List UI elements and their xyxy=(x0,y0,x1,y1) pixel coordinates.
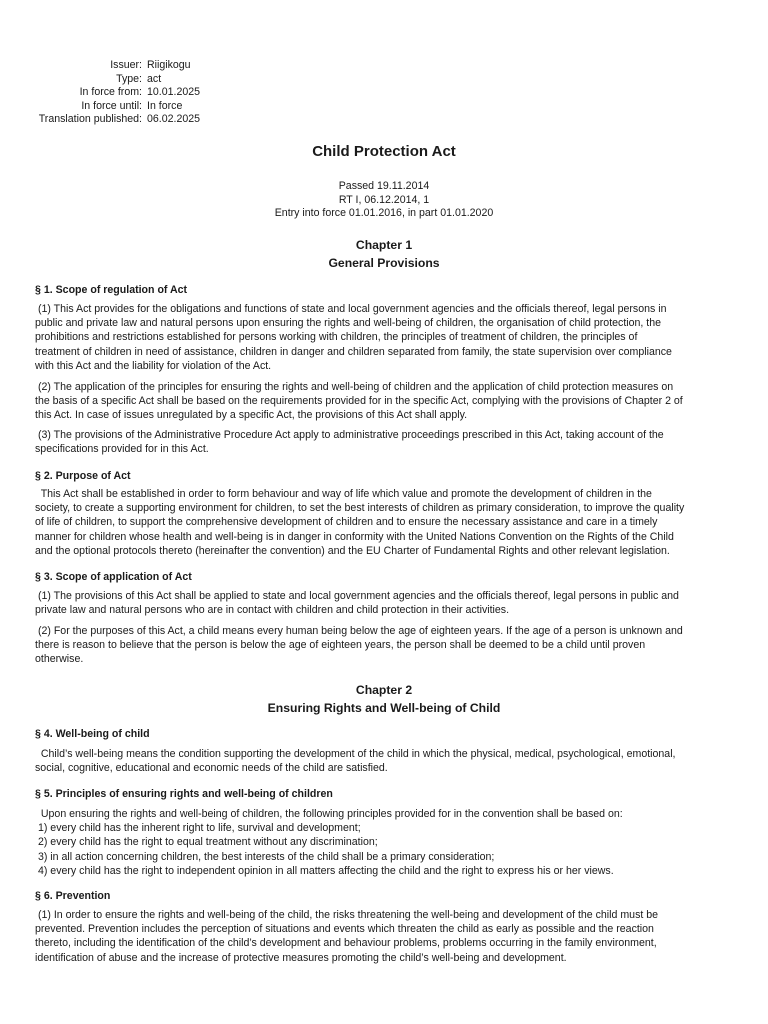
section-heading: § 2. Purpose of Act xyxy=(35,470,131,482)
meta-label: Type: xyxy=(116,72,142,85)
chapter-name: General Provisions xyxy=(328,256,440,270)
meta-label: In force from: xyxy=(79,86,142,99)
section-paragraph xyxy=(35,302,732,373)
passed-date: Passed 19.11.2014 xyxy=(338,180,430,192)
text-line: of life of children, to support the comprehensive development of children and to ensure the necessary assistance and care in a timely xyxy=(35,516,658,529)
meta-value: 10.01.2025 xyxy=(147,86,201,99)
text-line: society, to create a supporting environment for children, to set the best interests of children as primary consideration, to improve the quality xyxy=(35,502,685,515)
text-line: private law and natural persons who are in contact with children and child protection in their activities. xyxy=(35,604,510,617)
section-paragraph xyxy=(35,624,732,667)
meta-label: Translation published: xyxy=(38,113,142,126)
section-heading: § 4. Well-being of child xyxy=(35,728,150,740)
meta-label: Issuer: xyxy=(110,59,142,71)
meta-value: Riigikogu xyxy=(147,59,191,71)
section-heading: § 3. Scope of application of Act xyxy=(35,571,192,583)
text-line: Child’s well-being means the condition supporting the development of the child in which the physical, medical, psychological, emotional, xyxy=(35,748,676,760)
section-paragraph xyxy=(35,908,732,965)
text-line: This Act shall be established in order to form behaviour and way of life which value and promote the development of children in the xyxy=(35,488,652,500)
text-line: (1) The provisions of this Act shall be applied to state and local government agencies and the officials thereof, legal persons in public and xyxy=(35,590,679,602)
text-line: 3) in all action concerning children, the best interests of the child shall be a primary consideration; xyxy=(35,850,495,863)
text-line: (1) In order to ensure the rights and well-being of the child, the risks threatening the well-being and development of the child must be xyxy=(35,909,659,921)
text-line: 1) every child has the inherent right to life, survival and development; xyxy=(35,822,361,835)
meta-row-in-force-from xyxy=(0,86,200,100)
text-line: prevented. Prevention includes the perception of situations and events which threaten the child as early as possible and the reaction xyxy=(35,923,654,936)
text-line: treatment of children in need of assistance, children in danger and children separated from family, the state supervision over compliance xyxy=(35,345,672,358)
meta-row-type xyxy=(0,73,200,87)
text-line: (2) For the purposes of this Act, a child means every human being below the age of eighteen years. If the age of a person is unknown and xyxy=(35,625,683,637)
text-line: identification of abuse and the increase of protective measures promoting the child’s well-being and development. xyxy=(35,951,567,964)
text-line: 4) every child has the right to independent opinion in all matters affecting the child and the right to express his or her views. xyxy=(35,864,614,877)
text-line: otherwise. xyxy=(35,653,84,666)
text-line: there is reason to believe that the person is below the age of eighteen years, the person shall be deemed to be a child until proven xyxy=(35,639,646,652)
text-line: 2) every child has the right to equal treatment without any discrimination; xyxy=(35,836,378,849)
entry-into-force: Entry into force 01.01.2016, in part 01.01.2020 xyxy=(274,207,494,220)
document-title: Child Protection Act xyxy=(312,143,456,160)
meta-row-in-force-until xyxy=(0,100,200,114)
meta-row-translation-published xyxy=(0,113,200,127)
section-paragraph xyxy=(35,380,732,423)
text-line: and the optional protocols thereto (hereinafter the convention) and the EU Charter of Fundamental Rights and other relevant legislation. xyxy=(35,544,670,557)
meta-label: In force until: xyxy=(81,99,142,112)
section-paragraph xyxy=(35,589,732,617)
text-line: public and private law and natural persons upon ensuring the rights and well-being of children, the organisation of child protection, the xyxy=(35,317,662,330)
meta-value: In force xyxy=(147,99,183,112)
section-heading: § 5. Principles of ensuring rights and well-being of children xyxy=(35,788,333,800)
text-line: (1) This Act provides for the obligations and functions of state and local government agencies and the officials thereof, legal persons in xyxy=(35,303,667,315)
chapter-name: Ensuring Rights and Well-being of Child xyxy=(267,701,501,715)
metadata-block xyxy=(0,59,200,127)
chapter-2-heading xyxy=(0,681,768,717)
text-line: (3) The provisions of the Administrative Procedure Act apply to administrative proceedings prescribed in this Act, taking account of the xyxy=(35,429,664,441)
text-line: Upon ensuring the rights and well-being of children, the following principles provided for in the convention shall be based on: xyxy=(35,808,623,820)
text-line: with this Act and the liability for violation of the Act. xyxy=(35,359,272,372)
text-line: this Act. In case of issues unregulated by a specific Act, the provisions of this Act shall apply. xyxy=(35,409,468,422)
publication-reference: RT I, 06.12.2014, 1 xyxy=(338,193,430,206)
section-heading: § 6. Prevention xyxy=(35,890,111,902)
text-line: thereto, including the identification of the child’s development and behaviour problems, problems occurring in the family environment, xyxy=(35,937,657,950)
meta-row-issuer xyxy=(0,59,200,73)
passage-info xyxy=(0,180,768,221)
section-paragraph xyxy=(35,428,732,456)
text-line: specifications provided for in this Act. xyxy=(35,443,209,456)
section-paragraph xyxy=(35,747,732,775)
meta-value: act xyxy=(147,72,162,85)
section-paragraph xyxy=(35,487,732,558)
section-paragraph xyxy=(35,807,732,878)
chapter-number: Chapter 1 xyxy=(355,238,413,252)
text-line: (2) The application of the principles for ensuring the rights and well-being of children and the application of child protection measures on xyxy=(35,381,674,393)
section-heading: § 1. Scope of regulation of Act xyxy=(35,284,188,296)
chapter-number: Chapter 2 xyxy=(355,683,413,697)
text-line: the basis of a specific Act shall be based on the requirements provided for in the specific Act, complying with the provisions of Chapter 2 of xyxy=(35,395,683,408)
text-line: prohibitions and restrictions established for persons working with children, the principles of treatment of children, the principles of xyxy=(35,331,638,344)
text-line: manner for children whose health and well-being is in danger in conformity with the United Nations Convention on the Rights of the Child xyxy=(35,530,674,543)
text-line: social, cognitive, educational and economic needs of the child are satisfied. xyxy=(35,762,388,775)
chapter-1-heading xyxy=(0,236,768,272)
meta-value: 06.02.2025 xyxy=(147,113,201,126)
